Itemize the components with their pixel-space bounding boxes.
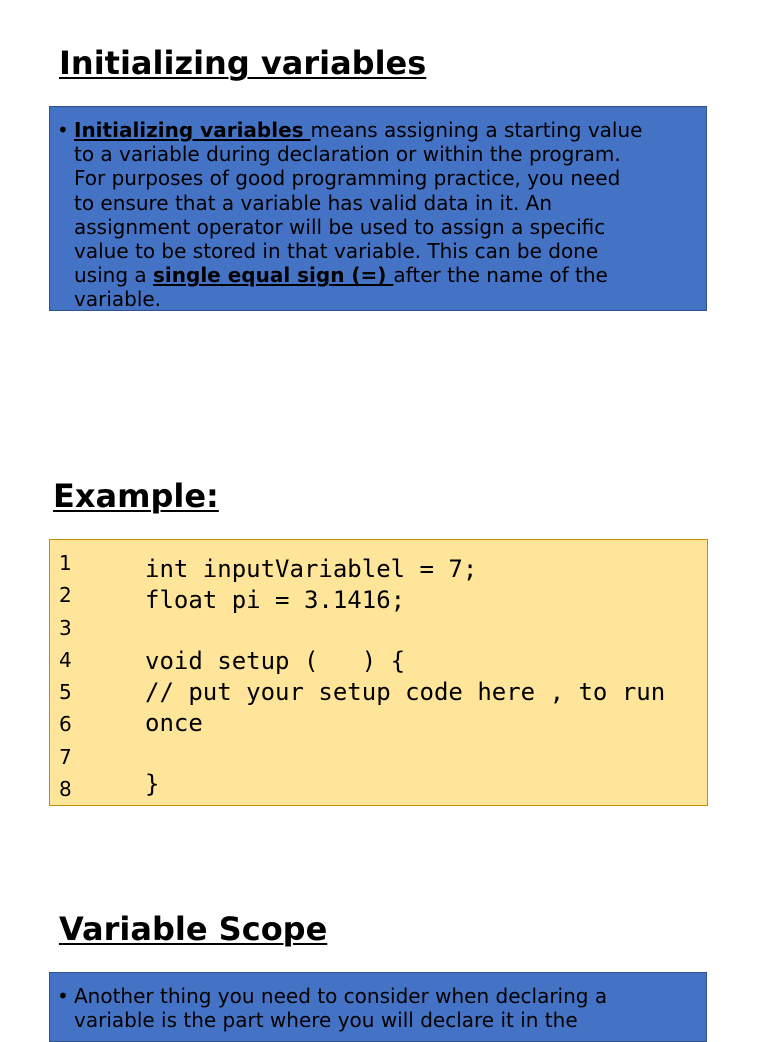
definition-bullet bbox=[57, 118, 710, 312]
variable-scope-bullet bbox=[57, 984, 710, 1032]
definition-box bbox=[49, 106, 707, 311]
line-number: 3 bbox=[59, 616, 72, 640]
line-number: 8 bbox=[59, 777, 72, 801]
definition-text-part-2: after the name of the variable. bbox=[74, 263, 608, 312]
definition-text-part-1: means assigning a starting value to a variable during declaration or within the program. For purposes of good programming practice, you need to ensure that a variable has valid data in it. An assignment operator will be used to assign a specific value to be stored in that variable. This can be done using a bbox=[74, 118, 643, 288]
code-line: float pi = 3.1416; bbox=[145, 586, 406, 614]
code-example-box bbox=[49, 539, 708, 806]
section-heading-initializing-variables: Initializing variables bbox=[59, 44, 427, 82]
line-number: 7 bbox=[59, 745, 72, 769]
bullet-icon: • bbox=[57, 984, 69, 1008]
bullet-icon: • bbox=[57, 118, 69, 142]
line-number: 6 bbox=[59, 712, 72, 736]
section-heading-example: Example: bbox=[53, 477, 219, 515]
variable-scope-text: Another thing you need to consider when declaring a variable is the part where you will declare it in the bbox=[74, 984, 608, 1033]
line-number: 2 bbox=[59, 583, 72, 607]
code-line: // put your setup code here , to run bbox=[145, 678, 666, 706]
section-heading-variable-scope: Variable Scope bbox=[59, 910, 328, 948]
line-number: 4 bbox=[59, 648, 72, 672]
code-line: } bbox=[145, 770, 160, 798]
line-number: 1 bbox=[59, 551, 72, 575]
line-number: 5 bbox=[59, 680, 72, 704]
code-line: void setup ( ) { bbox=[145, 647, 406, 675]
term-single-equal-sign: single equal sign (=) bbox=[153, 263, 394, 288]
code-line: once bbox=[145, 709, 203, 737]
variable-scope-box bbox=[49, 972, 707, 1042]
term-initializing-variables: Initializing variables bbox=[74, 118, 311, 142]
code-line: int inputVariablel = 7; bbox=[145, 555, 478, 583]
definition-text bbox=[74, 118, 710, 312]
